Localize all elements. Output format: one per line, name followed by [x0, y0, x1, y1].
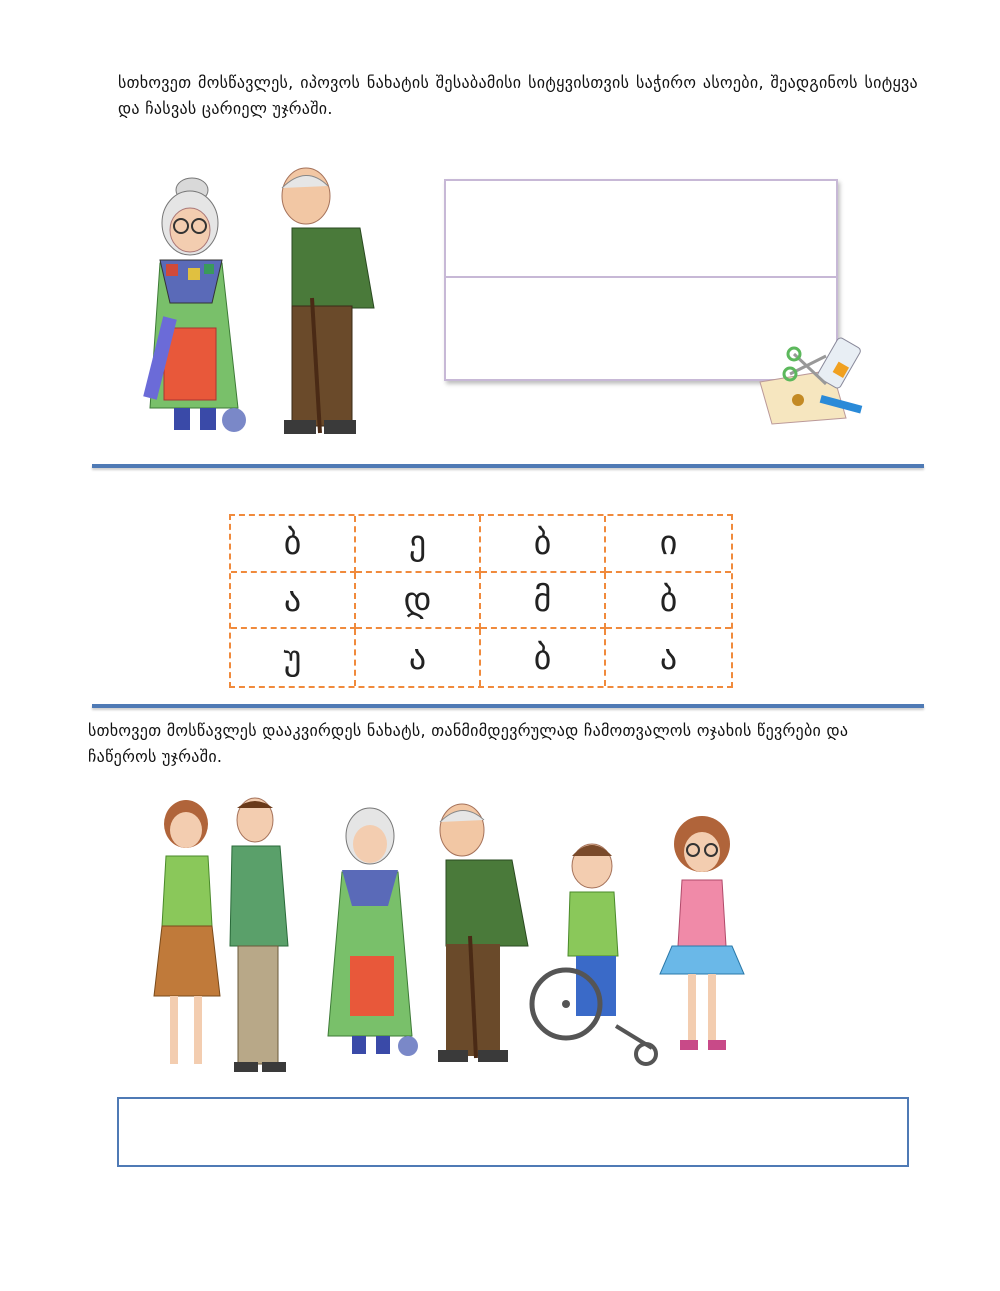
grandmother-figure — [328, 808, 418, 1056]
letter-cell[interactable]: ე — [356, 516, 481, 573]
section-divider-2 — [92, 704, 924, 708]
letter-cell[interactable]: ი — [606, 516, 731, 573]
father-figure — [230, 798, 288, 1072]
mother-figure — [154, 800, 220, 1064]
family-illustration — [140, 796, 780, 1078]
letter-grid — [229, 514, 733, 688]
task1-instruction: სთხოვეთ მოსწავლეს, იპოვოს ნახატის შესაბამისი სიტყვისთვის საჭირო ასოები, შეადგინოს სიტყვა და ჩასვას ცარიელ უჯრაში. — [118, 73, 918, 118]
letter-cell[interactable]: მ — [481, 573, 606, 630]
letter-cell[interactable]: ბ — [481, 516, 606, 573]
letter-cell[interactable]: ბ — [231, 516, 356, 573]
grandmother-illustration — [130, 168, 250, 438]
letter-cell[interactable]: ბ — [606, 573, 731, 630]
letter-cell[interactable]: დ — [356, 573, 481, 630]
grandfather-illustration — [262, 158, 384, 440]
girl-figure — [660, 816, 744, 1050]
section-divider-1 — [92, 464, 924, 468]
boy-wheelchair-figure — [532, 844, 656, 1064]
scissors-glue-icon — [754, 334, 868, 426]
task2-instruction: სთხოვეთ მოსწავლეს დააკვირდეს ნახატს, თანმიმდევრულად ჩამოთვალოს ოჯახის წევრები და ჩაწეროს უჯრაში. — [88, 721, 849, 766]
answer-box-divider — [446, 276, 836, 278]
letter-cell[interactable]: ბ — [481, 629, 606, 686]
answer-box-family[interactable] — [117, 1097, 909, 1167]
letter-cell[interactable]: ა — [231, 573, 356, 630]
letter-cell[interactable]: ა — [356, 629, 481, 686]
letter-cell[interactable]: უ — [231, 629, 356, 686]
grandfather-figure — [438, 804, 528, 1062]
letter-cell[interactable]: ა — [659, 637, 678, 678]
